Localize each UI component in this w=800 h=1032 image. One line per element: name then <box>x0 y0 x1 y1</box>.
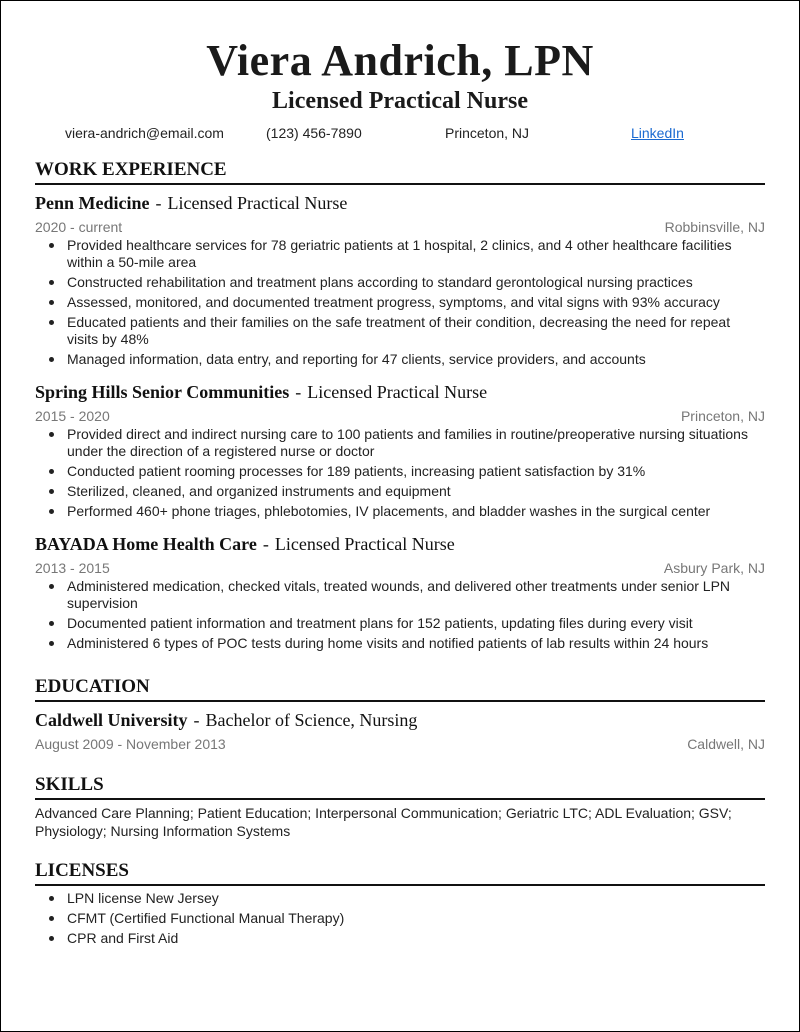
job-company: BAYADA Home Health Care <box>35 534 257 554</box>
bullet-item: Sterilized, cleaned, and organized instruments and equipment <box>67 483 765 500</box>
education-separator: - <box>193 710 200 730</box>
job-bullets <box>35 237 765 368</box>
education-header <box>35 708 765 732</box>
bullet-item: Administered 6 types of POC tests during home visits and notified patients of lab results within 24 hours <box>67 635 765 652</box>
job-separator: - <box>295 382 302 402</box>
skills-list: Advanced Care Planning; Patient Education; Interpersonal Communication; Geriatric LTC; ADL Evaluation; GSV; Physiology; Nursing Information Systems <box>35 805 732 839</box>
bullet-item: Administered medication, checked vitals, treated wounds, and delivered other treatments under senior LPN supervision <box>67 578 765 612</box>
job-entry <box>35 380 765 520</box>
bullet-item: Provided healthcare services for 78 geriatric patients at 1 hospital, 2 clinics, and 4 other healthcare facilities within a 50-mile area <box>67 237 765 271</box>
job-meta <box>35 558 765 578</box>
job-separator: - <box>262 534 269 554</box>
bullet-item: Constructed rehabilitation and treatment plans according to standard gerontological nursing practices <box>67 274 765 291</box>
job-meta <box>35 406 765 426</box>
job-location: Princeton, NJ <box>680 408 765 424</box>
job-header <box>35 532 765 556</box>
job-dates: 2013 - 2015 <box>35 560 110 576</box>
licenses-list <box>35 890 765 947</box>
bullet-item: Provided direct and indirect nursing care to 100 patients and families in routine/preoperative nursing situations under the direction of a registered nurse or doctor <box>67 426 765 460</box>
job-company: Spring Hills Senior Communities <box>35 382 290 402</box>
job-role: Licensed Practical Nurse <box>307 382 488 402</box>
section-heading-education: EDUCATION <box>35 676 765 702</box>
license-item: CPR and First Aid <box>67 930 765 947</box>
job-role: Licensed Practical Nurse <box>274 534 455 554</box>
contact-email: viera-andrich@email.com <box>65 125 224 141</box>
bullet-item: Educated patients and their families on the safe treatment of their condition, decreasing the need for repeat visits by 48% <box>67 314 765 348</box>
job-bullets <box>35 578 765 652</box>
education-section <box>35 676 765 754</box>
skills-section <box>35 774 765 840</box>
job-meta <box>35 217 765 237</box>
education-degree: Bachelor of Science, Nursing <box>205 710 418 730</box>
job-dates: 2015 - 2020 <box>35 408 110 424</box>
education-meta <box>35 734 765 754</box>
job-company: Penn Medicine <box>35 193 150 213</box>
linkedin-link[interactable]: LinkedIn <box>631 125 684 141</box>
job-bullets <box>35 426 765 520</box>
education-school: Caldwell University <box>35 710 188 730</box>
education-location: Caldwell, NJ <box>687 736 765 752</box>
job-location: Asbury Park, NJ <box>663 560 765 576</box>
contact-phone: (123) 456-7890 <box>266 125 362 141</box>
section-heading-skills: SKILLS <box>35 774 765 800</box>
bullet-item: Conducted patient rooming processes for 189 patients, increasing patient satisfaction by 31% <box>67 463 765 480</box>
bullet-item: Performed 460+ phone triages, phlebotomies, IV placements, and bladder washes in the surgical center <box>67 503 765 520</box>
job-dates: 2020 - current <box>35 219 123 235</box>
job-entry <box>35 532 765 652</box>
license-item: LPN license New Jersey <box>67 890 765 907</box>
candidate-title: Licensed Practical Nurse <box>272 88 528 114</box>
job-header <box>35 191 765 215</box>
contact-bar <box>35 123 765 145</box>
education-dates: August 2009 - November 2013 <box>35 736 226 752</box>
section-heading-licenses: LICENSES <box>35 860 765 886</box>
job-role: Licensed Practical Nurse <box>167 193 348 213</box>
licenses-section <box>35 860 765 947</box>
bullet-item: Managed information, data entry, and reporting for 47 clients, service providers, and accounts <box>67 351 765 368</box>
job-header <box>35 380 765 404</box>
bullet-item: Assessed, monitored, and documented treatment progress, symptoms, and vital signs with 93% accuracy <box>67 294 765 311</box>
job-location: Robbinsville, NJ <box>664 219 765 235</box>
job-entry <box>35 191 765 368</box>
bullet-item: Documented patient information and treatment plans for 152 patients, updating files during every visit <box>67 615 765 632</box>
job-separator: - <box>155 193 162 213</box>
candidate-name: Viera Andrich, LPN <box>206 36 594 85</box>
work-experience-section <box>35 159 765 652</box>
section-heading-work: WORK EXPERIENCE <box>35 159 765 185</box>
contact-location: Princeton, NJ <box>445 125 530 141</box>
license-item: CFMT (Certified Functional Manual Therapy) <box>67 910 765 927</box>
education-entry <box>35 708 765 754</box>
